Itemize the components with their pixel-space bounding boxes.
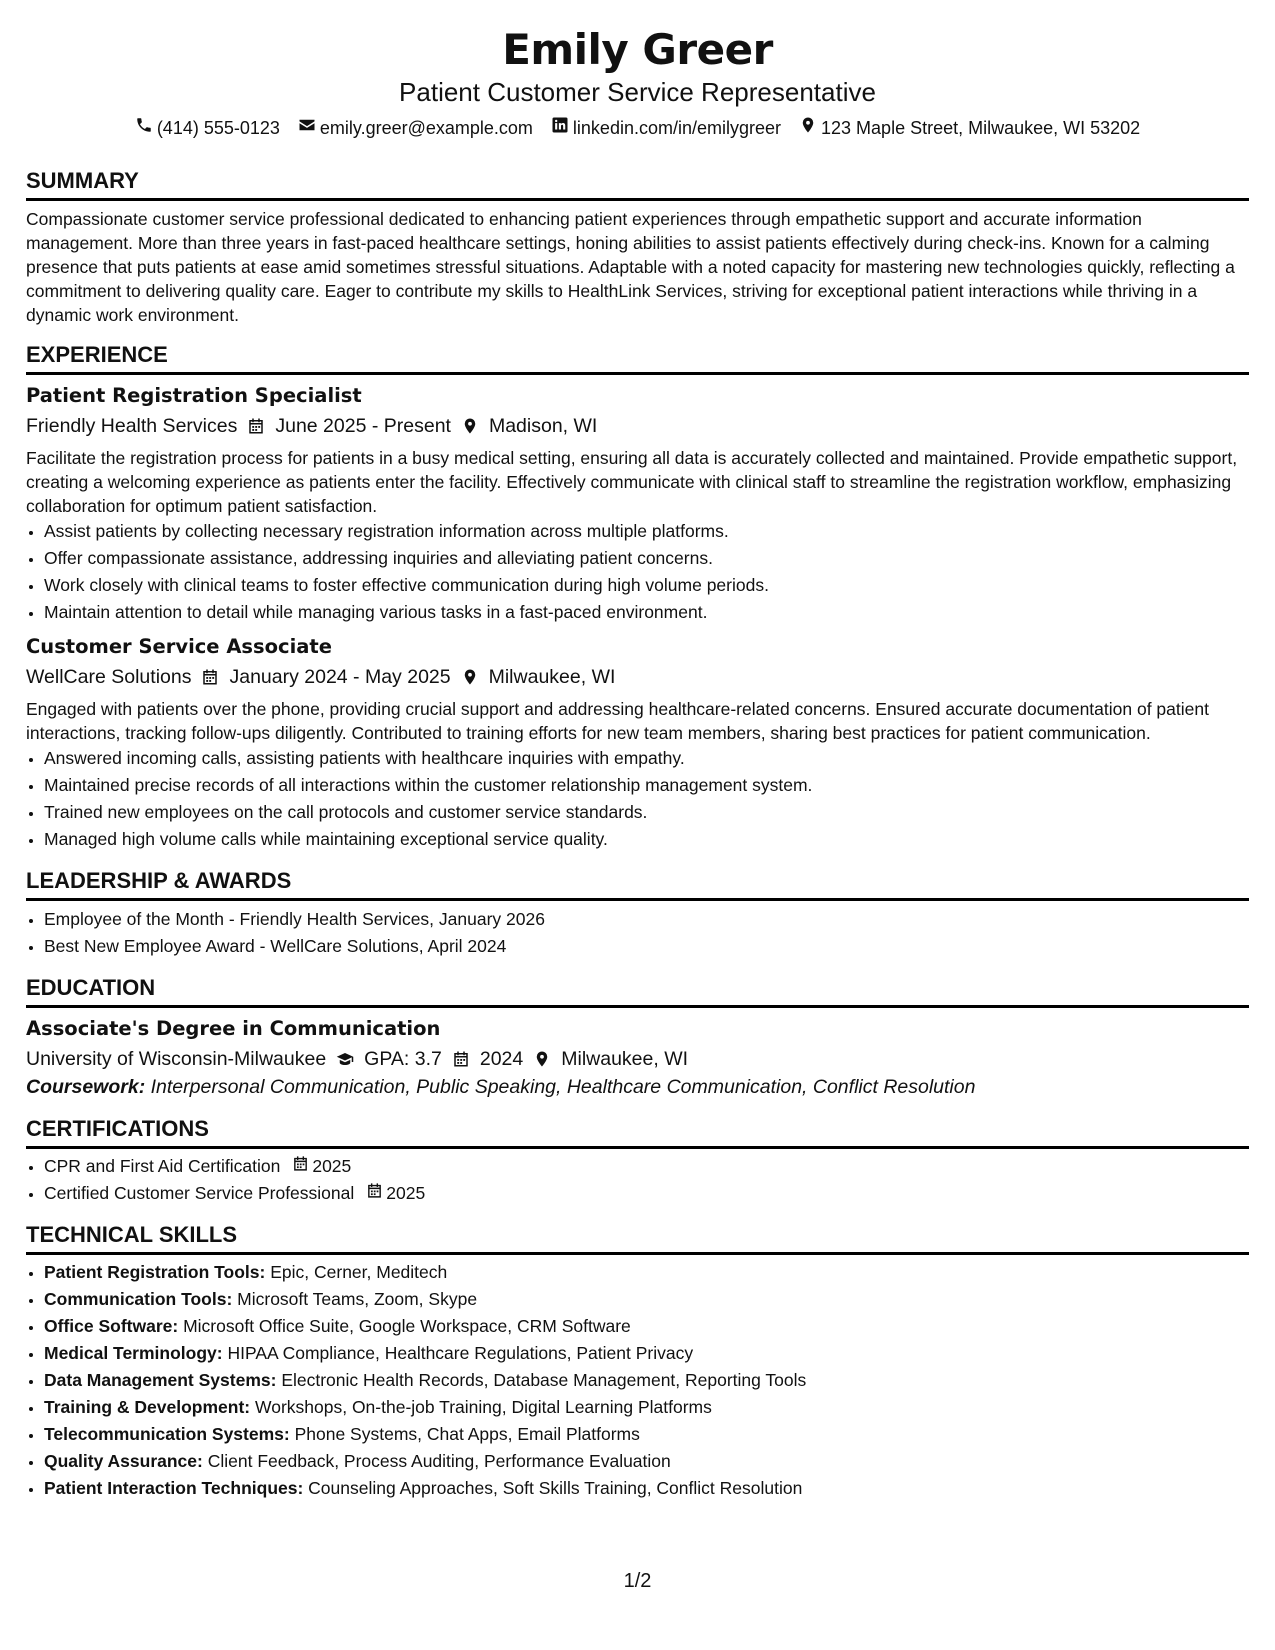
job-dates: June 2025 - Present	[275, 415, 451, 437]
summary-text: Compassionate customer service professional dedicated to enhancing patient experiences through empathetic support and accurate information management. More than three years in fast-paced healthcare settings, honing abilities to assist patients effectively during check-ins. Known for a calming presence that puts patients at ease amid sometimes stressful situations. Adaptable with a noted capacity for mastering new technologies quickly, reflecting a commitment to delivering quality care. Eager to contribute my skills to HealthLink Services, striving for exceptional patient interactions while thriving in a dynamic work environment.	[26, 209, 1235, 325]
candidate-title: Patient Customer Service Representative	[399, 77, 876, 107]
section-heading: CERTIFICATIONS	[26, 1115, 1249, 1149]
skill-value: Counseling Approaches, Soft Skills Training, Conflict Resolution	[308, 1478, 803, 1498]
graduation-cap-icon	[336, 1050, 354, 1068]
skill-label: Telecommunication Systems:	[44, 1424, 290, 1444]
list-item: • Trained new employees on the call protocols and customer service standards.	[44, 799, 1249, 826]
phone-text: (414) 555-0123	[156, 118, 280, 138]
job-description: Engaged with patients over the phone, providing crucial support and addressing healthcare-related concerns. Ensured accurate documentation of patient interactions, tracking follow-ups diligently. Contributed to training efforts for new team members, sharing best practices for patient communication.	[26, 699, 1209, 743]
section-heading: LEADERSHIP & AWARDS	[26, 867, 1249, 901]
resume-header	[26, 0, 1249, 141]
section-heading: TECHNICAL SKILLS	[26, 1221, 1249, 1255]
list-item: • Managed high volume calls while maintaining exceptional service quality.	[44, 826, 1249, 853]
calendar-icon	[292, 1153, 309, 1180]
address-text: 123 Maple Street, Milwaukee, WI 53202	[821, 118, 1141, 138]
section-heading: SUMMARY	[26, 167, 1249, 201]
coursework-label: Coursework:	[26, 1076, 146, 1098]
awards-section	[26, 867, 1249, 960]
skill-label: Quality Assurance:	[44, 1451, 203, 1471]
degree-title: Associate's Degree in Communication	[26, 1017, 441, 1040]
list-item	[44, 1475, 1249, 1502]
contact-address	[799, 115, 1140, 141]
calendar-icon	[366, 1180, 383, 1207]
certifications-section	[26, 1115, 1249, 1207]
email-text: emily.greer@example.com	[319, 118, 533, 138]
skill-label: Communication Tools:	[44, 1289, 233, 1309]
education-meta	[26, 1045, 1249, 1073]
awards-list	[26, 906, 1249, 960]
experience-section	[26, 341, 1249, 853]
certifications-list	[26, 1153, 1249, 1207]
job-location: Milwaukee, WI	[488, 666, 616, 688]
skill-value: Electronic Health Records, Database Management, Reporting Tools	[281, 1370, 807, 1390]
envelope-icon	[298, 115, 316, 141]
skill-label: Medical Terminology:	[44, 1343, 223, 1363]
summary-section	[26, 167, 1249, 327]
job-meta	[26, 663, 1249, 691]
skill-value: Client Feedback, Process Auditing, Performance Evaluation	[207, 1451, 671, 1471]
skill-value: Epic, Cerner, Meditech	[270, 1262, 448, 1282]
skill-value: HIPAA Compliance, Healthcare Regulations, Patient Privacy	[227, 1343, 694, 1363]
contact-linkedin[interactable]	[551, 115, 781, 141]
list-item: • Maintain attention to detail while managing various tasks in a fast-paced environment.	[44, 599, 1249, 626]
list-item	[44, 1394, 1249, 1421]
map-pin-icon	[461, 417, 479, 435]
gpa-text: GPA: 3.7	[364, 1048, 442, 1070]
skill-value: Phone Systems, Chat Apps, Email Platforms	[294, 1424, 640, 1444]
list-item	[44, 1313, 1249, 1340]
list-item	[44, 1259, 1249, 1286]
job-description: Facilitate the registration process for patients in a busy medical setting, ensuring all data is accurately collected and maintained. Provide empathetic support, creating a welcoming experience as patients enter the facility. Effectively communicate with clinical staff to streamline the registration workflow, emphasizing collaboration for optimum patient satisfaction.	[26, 448, 1238, 516]
skill-label: Training & Development:	[44, 1397, 251, 1417]
list-item	[44, 1286, 1249, 1313]
skill-label: Patient Registration Tools:	[44, 1262, 266, 1282]
page-number: 1/2	[623, 1570, 652, 1592]
phone-icon	[135, 115, 153, 141]
skill-value: Microsoft Teams, Zoom, Skype	[237, 1289, 478, 1309]
list-item	[44, 1367, 1249, 1394]
calendar-icon	[201, 668, 219, 686]
job-title: Customer Service Associate	[26, 635, 332, 658]
contact-email[interactable]	[298, 115, 533, 141]
job-title: Patient Registration Specialist	[26, 384, 362, 407]
list-item: • Answered incoming calls, assisting patients with healthcare inquiries with empathy.	[44, 745, 1249, 772]
linkedin-icon	[551, 115, 569, 141]
skills-section	[26, 1221, 1249, 1502]
graduation-year: 2024	[479, 1048, 524, 1070]
school-location: Milwaukee, WI	[561, 1048, 689, 1070]
skill-value: Workshops, On-the-job Training, Digital Learning Platforms	[255, 1397, 712, 1417]
skills-list	[26, 1259, 1249, 1502]
job-entry	[26, 634, 1249, 853]
skill-label: Office Software:	[44, 1316, 179, 1336]
cert-year: 2025	[386, 1183, 426, 1203]
list-item	[44, 1340, 1249, 1367]
job-location: Madison, WI	[488, 415, 598, 437]
contact-phone[interactable]	[135, 115, 280, 141]
list-item: • Work closely with clinical teams to foster effective communication during high volume periods.	[44, 572, 1249, 599]
list-item	[44, 1180, 1249, 1207]
education-section	[26, 974, 1249, 1101]
job-meta	[26, 412, 1249, 440]
job-dates: January 2024 - May 2025	[229, 666, 451, 688]
calendar-icon	[452, 1050, 470, 1068]
job-bullets	[26, 518, 1249, 626]
list-item: • Best New Employee Award - WellCare Solutions, April 2024	[44, 933, 1249, 960]
company-name: WellCare Solutions	[26, 666, 192, 688]
coursework-text: Interpersonal Communication, Public Speaking, Healthcare Communication, Conflict Resolution	[150, 1076, 976, 1098]
skill-label: Data Management Systems:	[44, 1370, 277, 1390]
section-heading: EXPERIENCE	[26, 341, 1249, 375]
candidate-name: Emily Greer	[502, 25, 773, 74]
list-item	[44, 1421, 1249, 1448]
school-name: University of Wisconsin-Milwaukee	[26, 1048, 327, 1070]
coursework-line	[26, 1073, 1249, 1101]
map-pin-icon	[461, 668, 479, 686]
skill-label: Patient Interaction Techniques:	[44, 1478, 304, 1498]
list-item	[44, 1153, 1249, 1180]
section-heading: EDUCATION	[26, 974, 1249, 1008]
cert-name: • CPR and First Aid Certification	[44, 1156, 281, 1176]
list-item: • Employee of the Month - Friendly Health Services, January 2026	[44, 906, 1249, 933]
map-pin-icon	[533, 1050, 551, 1068]
job-bullets	[26, 745, 1249, 853]
map-pin-icon	[799, 115, 817, 141]
calendar-icon	[247, 417, 265, 435]
cert-year: 2025	[312, 1156, 352, 1176]
job-entry	[26, 383, 1249, 626]
contact-row	[26, 115, 1249, 141]
company-name: Friendly Health Services	[26, 415, 238, 437]
list-item: • Maintained precise records of all interactions within the customer relationship management system.	[44, 772, 1249, 799]
skill-value: Microsoft Office Suite, Google Workspace, CRM Software	[183, 1316, 631, 1336]
list-item: • Offer compassionate assistance, addressing inquiries and alleviating patient concerns.	[44, 545, 1249, 572]
resume-page	[26, 0, 1249, 1502]
list-item	[44, 1448, 1249, 1475]
list-item: • Assist patients by collecting necessary registration information across multiple platforms.	[44, 518, 1249, 545]
linkedin-text: linkedin.com/in/emilygreer	[572, 118, 782, 138]
cert-name: • Certified Customer Service Professional	[44, 1183, 355, 1203]
